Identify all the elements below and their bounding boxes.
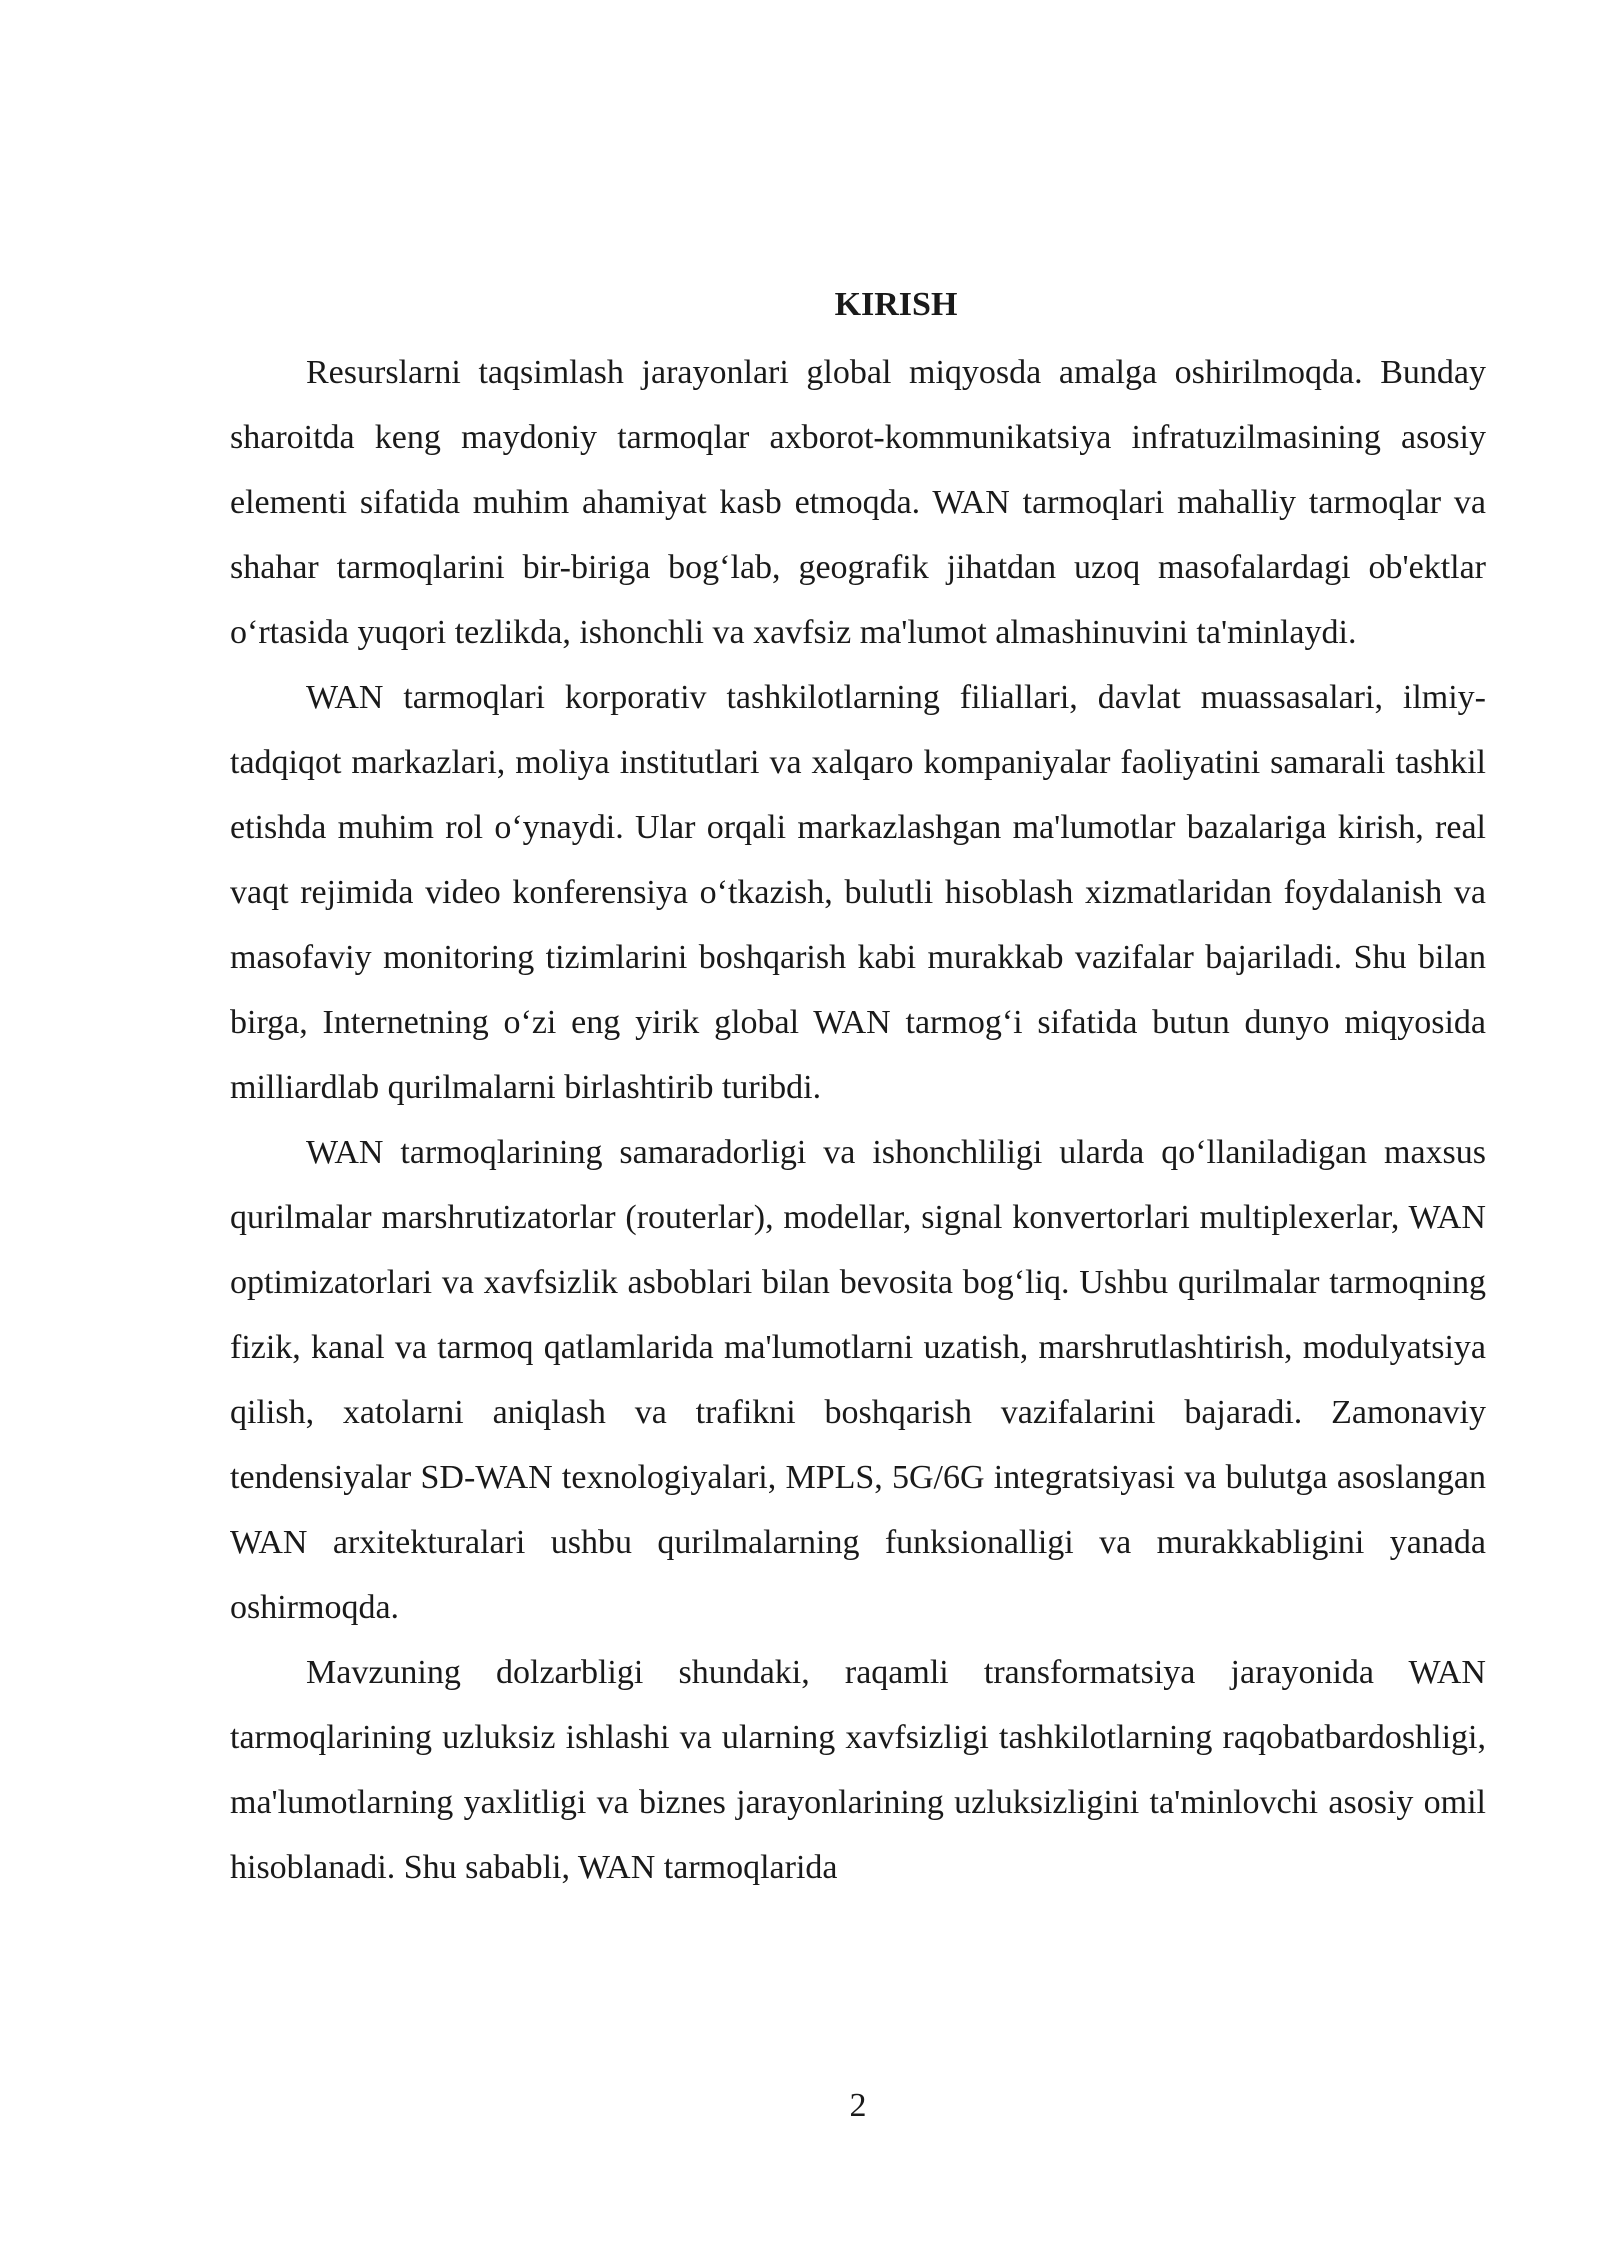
page-title: KIRISH <box>834 286 958 323</box>
page-number: 2 <box>849 2087 867 2124</box>
paragraph-2: WAN tarmoqlari korporativ tashkilotlarning filiallari, davlat muassasalari, ilmiy-tadqiqot markazlari, moliya institutlari va xalqaro kompaniyalar faoliyatini samarali tashkil etishda muhim rol o‘ynaydi. Ular orqali markazlashgan ma'lumotlar bazalariga kirish, real vaqt rejimida video konferensiya o‘tkazish, bulutli hisoblash xizmatlaridan foydalanish va masofaviy monitoring tizimlarini boshqarish kabi murakkab vazifalar bajariladi. Shu bilan birga, Internetning o‘zi eng yirik global WAN tarmog‘i sifatida butun dunyo miqyosida milliardlab qurilmalarni birlashtirib turibdi. <box>230 679 1486 1106</box>
body-text <box>230 340 1486 1900</box>
paragraph-1: Resurslarni taqsimlash jarayonlari global miqyosda amalga oshirilmoqda. Bunday sharoitda keng maydoniy tarmoqlar axborot-kommunikatsiya infratuzilmasining asosiy elementi sifatida muhim ahamiyat kasb etmoqda. WAN tarmoqlari mahalliy tarmoqlar va shahar tarmoqlarini bir-biriga bog‘lab, geografik jihatdan uzoq masofalardagi ob'ektlar o‘rtasida yuqori tezlikda, ishonchli va xavfsiz ma'lumot almashinuvini ta'minlaydi. <box>230 354 1486 651</box>
paragraph-4: Mavzuning dolzarbligi shundaki, raqamli transformatsiya jarayonida WAN tarmoqlarining uzluksiz ishlashi va ularning xavfsizligi tashkilotlarning raqobatbardoshligi, ma'lumotlarning yaxlitligi va biznes jarayonlarining uzluksizligini ta'minlovchi asosiy omil hisoblanadi. Shu sababli, WAN tarmoqlarida <box>230 1654 1486 1886</box>
paragraph-3: WAN tarmoqlarining samaradorligi va ishonchliligi ularda qo‘llaniladigan maxsus qurilmalar marshrutizatorlar (routerlar), modellar, signal konvertorlari multiplexerlar, WAN optimizatorlari va xavfsizlik asboblari bilan bevosita bog‘liq. Ushbu qurilmalar tarmoqning fizik, kanal va tarmoq qatlamlarida ma'lumotlarni uzatish, marshrutlashtirish, modulyatsiya qilish, xatolarni aniqlash va trafikni boshqarish vazifalarini bajaradi. Zamonaviy tendensiyalar SD-WAN texnologiyalari, MPLS, 5G/6G integratsiyasi va bulutga asoslangan WAN arxitekturalari ushbu qurilmalarning funksionalligi va murakkabligini yanada oshirmoqda. <box>230 1134 1486 1626</box>
